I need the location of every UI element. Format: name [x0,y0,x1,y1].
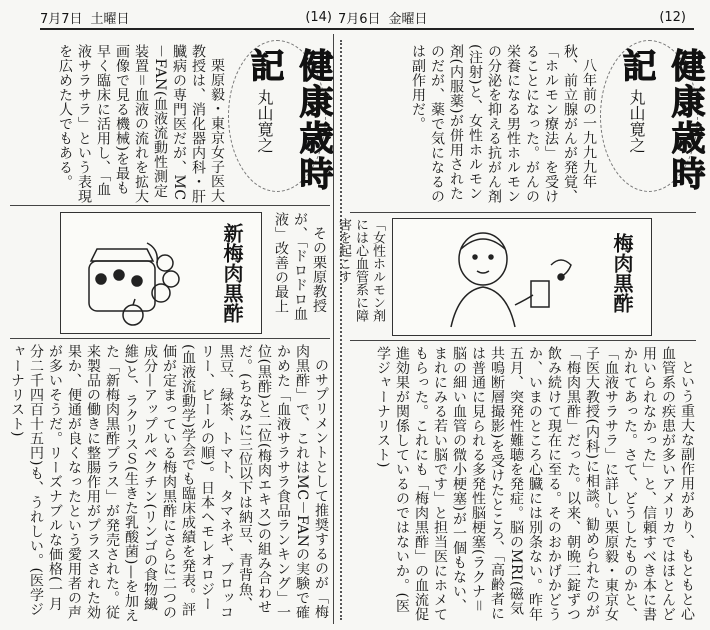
left-page-number: (14) [305,9,332,25]
man-drinking-illustration [411,225,581,329]
right-main-text [348,346,696,624]
right-weekday: 金曜日 [388,11,428,27]
right-product-box [392,218,652,336]
left-date: 7月7日 [40,11,83,27]
left-mid-paragraph: その栗原教授が、「ドロドロ血液」改善の最上 [273,212,327,321]
right-main-paragraph: という重大な副作用があり、もともと心血管系の疾患が多いアメリカではほとんど用いられなかった」と、信頼すべき本に書かれてあった。さて、どうしたものかと、「血液サラサラ」に詳しい栗原毅・東京女子医大教授(内科)に相談。勧められたのが「梅肉黒酢」だった。以来、朝晩二錠ずつ飲み続けて現在に至る。そのおかげかどうか、いまのところ心臓には別条ない。昨年五月、突発性難聴を発症。脳のMRI(磁気共鳴断層撮影)を受けたところ、「高齢者には普通に見られる多発性脳梗塞(ラクナ＝脳の細い血管の微小梗塞)が一個もない、まれにみる若い脳です」と担当医にホメてもらった。これにも「梅肉黒酢」の血流促進効果が関係しているのではないか。(医学ジャーナリスト) [375,346,695,622]
left-intro-text [14,44,226,204]
left-rule-top [10,205,330,206]
left-intro-paragraph: 栗原毅・東京女子医大教授は、消化器内科・肝臓病の専門医だが、MC－FAN(血液流動性測定装置＝血液の流れを拡大画像で見る機械)を最も早く臨床に活用し、「血液サラサラ」という表現を広めた人でもある。 [57,44,225,204]
left-mid-text [262,212,328,332]
left-product-box [60,212,262,334]
left-box-title: 新梅肉黒酢 [220,223,244,323]
right-dotted-margin [340,40,342,620]
right-date: 7月6日 [338,11,381,27]
right-rule-top [350,212,696,213]
right-intro-paragraph: 八年前の一九九九年秋、前立腺がんが発覚、「ホルモン療法」を受けることになった。がんの栄養になる男性ホルモンの分泌を抑える抗がん剤(注射)と、女性ホルモン剤(内服薬)が併用されたのだが、薬で気になるのは副作用だ。 [410,44,597,204]
right-column-heading [612,48,710,198]
right-author: 丸山寛之 [627,89,646,154]
right-page-number: (12) [659,9,686,25]
left-weekday: 土曜日 [90,11,130,27]
left-main-paragraph: のサプリメントとして推奨するのが「梅肉黒酢」で、これはMC－FANの実験で確かめた「血液サラサラ食品ランキング」一位(黒酢)と二位(梅肉エキス)の組み合わせだ。(ちなみに三位以下は納豆、青背魚、黒豆、緑茶、トマト、タマネギ、ブロッコリー、ビールの順)。日本ヘモレオロジー(血液流動学)学会でも臨床成績を発表。評価が定まっている梅肉黒酢にさらに二つの成分—アップルペクチン(リンゴの食物繊維)と、ラクリスＳ(生きた乳酸菌)—を加えた「新梅肉黒酢プラス」が発売された。従来製品の働きに整腸作用がプラスされた効果か、便通が良くなったという愛用者の声が多いそうだ。リーズナブルな価格(一月分二千四百十五円)も、うれしい。(医学ジャーナリスト) [9,344,329,623]
right-intro-text [360,44,598,208]
right-page-header [338,6,694,30]
right-caption: 「女性ホルモン剤には心血管系に障害を起こす [336,218,385,322]
right-box-title: 梅肉黒酢 [610,233,634,313]
left-column-title: 健康歳時記 [244,48,333,192]
left-column-heading [240,48,338,198]
left-page-header [40,6,340,30]
ume-jar-illustration [67,219,187,329]
right-column-title: 健康歳時記 [616,48,705,192]
left-main-text [8,344,330,624]
left-rule-bottom [10,338,330,339]
left-author: 丸山寛之 [255,89,274,154]
right-rule-bottom [350,340,696,341]
